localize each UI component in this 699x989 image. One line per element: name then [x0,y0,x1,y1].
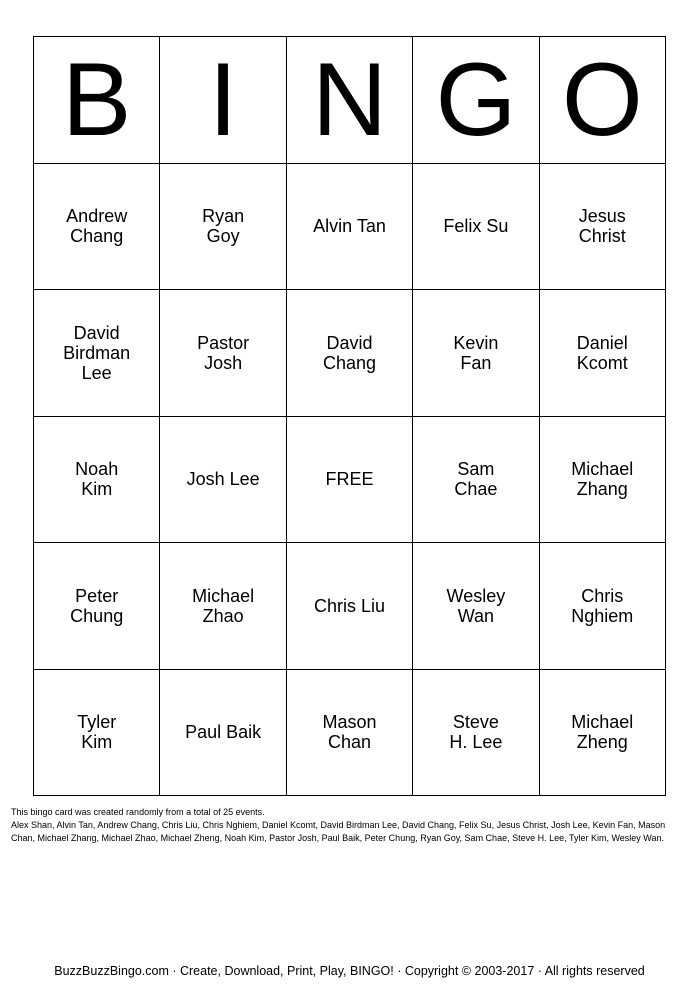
square-label: Peter Chung [70,585,124,626]
square-label: Paul Baik [185,722,262,743]
square-label: David Birdman Lee [63,322,131,383]
bingo-square [287,543,413,670]
square-label: Steve H. Lee [449,712,503,753]
square-label: Tyler Kim [77,712,117,753]
square-label: Wesley Wan [446,585,506,626]
bingo-square [540,670,666,797]
square-label: David Chang [322,332,377,373]
bingo-square [287,290,413,417]
bingo-square [540,417,666,544]
info-events-list: Alex Shan, Alvin Tan, Andrew Chang, Chris Liu, Chris Nghiem, Daniel Kcomt, David Birdman Lee, David Chang, Felix Su, Jesus Christ, Josh Lee, Kevin Fan, Mason Chan, Michael Zhang, Michael Zhao, Michael Zheng, Noah Kim, Pastor Josh, Paul Baik, Peter Chung, Ryan Goy, Sam Chae, Steve H. Lee, Tyler Kim, Wesley Wan. [11,820,666,843]
square-label: Michael Zheng [571,712,634,753]
square-label: Sam Chae [454,459,498,500]
header-letter-n: N [287,37,413,164]
square-label: Josh Lee [186,469,260,490]
square-label: Kevin Fan [453,332,499,373]
bingo-square [540,164,666,291]
bingo-square [34,290,160,417]
bingo-square [160,417,286,544]
bingo-square [34,543,160,670]
bingo-square [34,417,160,544]
bingo-square [413,290,539,417]
bingo-square [540,543,666,670]
header-letter-b: B [34,37,160,164]
bingo-card [33,36,666,796]
square-label: Alvin Tan [313,216,386,237]
bingo-square [540,290,666,417]
square-label: Andrew Chang [66,206,128,247]
bingo-square [34,670,160,797]
bingo-square [287,670,413,797]
card-info [11,806,691,845]
square-label: Noah Kim [75,459,119,500]
bingo-square [413,417,539,544]
square-label: Felix Su [443,216,509,237]
bingo-square [160,543,286,670]
square-label: Chris Nghiem [571,585,634,626]
header-letter-i: I [160,37,286,164]
square-label: Jesus Christ [578,206,626,247]
square-label: Michael Zhang [571,459,634,500]
bingo-square [160,670,286,797]
info-summary: This bingo card was created randomly from a total of 25 events. [11,807,265,817]
header-letter-o: O [540,37,666,164]
square-label: Pastor Josh [197,332,250,373]
square-label: Chris Liu [313,595,385,616]
header-letter-g: G [413,37,539,164]
square-label: FREE [325,469,374,490]
bingo-square [413,670,539,797]
bingo-square [413,543,539,670]
square-label: Daniel Kcomt [576,332,628,373]
free-square [287,417,413,544]
square-label: Michael Zhao [192,585,255,626]
bingo-square [34,164,160,291]
bingo-square [160,164,286,291]
footer-copyright: BuzzBuzzBingo.com · Create, Download, Print, Play, BINGO! · Copyright © 2003-2017 · All rights reserved [54,964,645,978]
bingo-square [287,164,413,291]
bingo-square [413,164,539,291]
bingo-square [160,290,286,417]
square-label: Ryan Goy [202,206,245,247]
square-label: Mason Chan [322,712,377,753]
